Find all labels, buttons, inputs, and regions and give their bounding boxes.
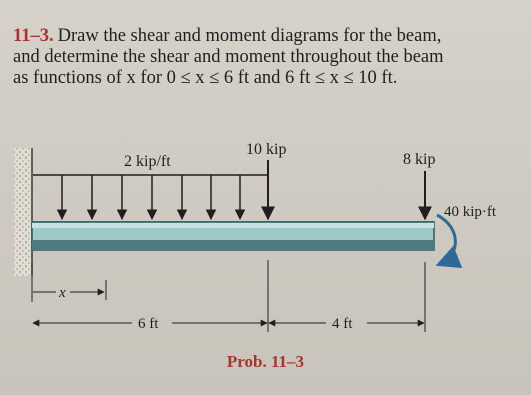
couple-moment-arrow <box>437 215 455 264</box>
distributed-load <box>33 175 268 219</box>
problem-number: 11–3. <box>13 26 54 46</box>
point-load-8kip-label: 8 kip <box>403 151 436 168</box>
dim-6ft-label: 6 ft <box>138 316 159 332</box>
beam <box>32 222 434 250</box>
distributed-load-label: 2 kip/ft <box>124 153 171 170</box>
couple-moment-label: 40 kip·ft <box>444 204 497 220</box>
fixed-support-wall <box>14 148 32 276</box>
problem-line-2: and determine the shear and moment throughout the beam <box>13 47 444 67</box>
point-load-10kip-label: 10 kip <box>246 141 287 158</box>
problem-line-3: as functions of x for 0 ≤ x ≤ 6 ft and 6 ft ≤ x ≤ 10 ft. <box>13 68 398 88</box>
figure-caption: Prob. 11–3 <box>226 352 305 371</box>
dim-4ft-label: 4 ft <box>332 316 353 332</box>
x-coordinate-label: x <box>59 285 66 301</box>
problem-text-1: Draw the shear and moment diagrams for the beam, <box>57 26 442 46</box>
